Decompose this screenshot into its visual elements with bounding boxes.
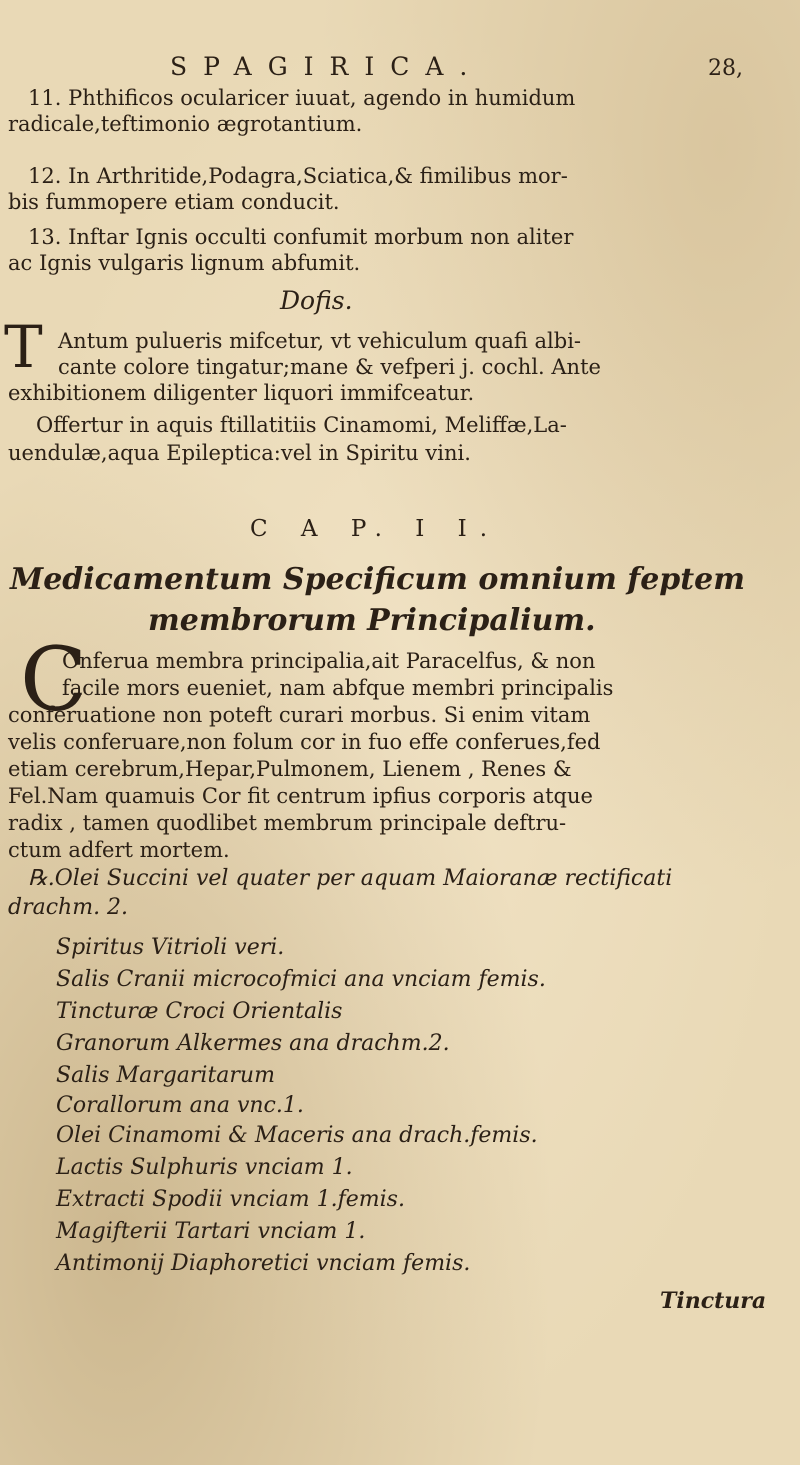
- recipe-line-10: Lactis Sulphuris vnciam 1.: [56, 1155, 353, 1180]
- dosis-line-5: uendulæ,aqua Epileptica:vel in Spiritu vini.: [8, 441, 471, 465]
- body-line-2: facile mors eueniet, nam abfque membri principalis: [62, 676, 614, 700]
- body-line-6: Fel.Nam quamuis Cor fit centrum ipfius corporis atque: [8, 784, 593, 808]
- recipe-line-8: Corallorum ana vnc.1.: [56, 1093, 304, 1118]
- body-line-5: etiam cerebrum,Hepar,Pulmonem, Lienem , Renes &: [8, 757, 572, 781]
- item-13-line-1: 13. Inftar Ignis occulti confumit morbum non aliter: [28, 225, 574, 249]
- dosis-heading: Dofis.: [280, 286, 353, 315]
- recipe-line-11: Extracti Spodii vnciam 1.femis.: [56, 1187, 405, 1212]
- recipe-line-3: Spiritus Vitrioli veri.: [56, 935, 285, 960]
- drop-cap-c: C: [20, 628, 88, 731]
- recipe-line-6: Granorum Alkermes ana drachm.2.: [56, 1031, 450, 1056]
- body-line-1: Onferua membra principalia,ait Paracelfus, & non: [62, 649, 596, 673]
- recipe-line-7: Salis Margaritarum: [56, 1063, 275, 1088]
- running-head-title: SPAGIRICA.: [170, 52, 484, 81]
- recipe-line-9: Olei Cinamomi & Maceris ana drach.femis.: [56, 1123, 538, 1148]
- item-12-line-2: bis fummopere etiam conducit.: [8, 190, 340, 214]
- dosis-line-4: Offertur in aquis ftillatitiis Cinamomi, Meliffæ,La-: [36, 413, 567, 437]
- chapter-title-line-2: membrorum Principalium.: [148, 603, 596, 638]
- chapter-title-line-1: Medicamentum Specificum omnium feptem: [10, 562, 745, 597]
- drop-cap-t: T: [4, 313, 43, 381]
- catchword: Tinctura: [660, 1288, 767, 1314]
- recipe-line-2: drachm. 2.: [8, 895, 129, 920]
- dosis-line-1: Antum pulueris mifcetur, vt vehiculum quafi albi-: [58, 329, 582, 353]
- item-11-line-1: 11. Phthificos ocularicer iuuat, agendo in humidum: [28, 86, 576, 110]
- dosis-line-2: cante colore tingatur;mane & vefperi j. cochl. Ante: [58, 355, 601, 379]
- recipe-line-12: Magifterii Tartari vnciam 1.: [56, 1219, 366, 1244]
- item-12-line-1: 12. In Arthritide,Podagra,Sciatica,& fimilibus mor-: [28, 164, 568, 188]
- recipe-line-5: Tincturæ Croci Orientalis: [56, 999, 343, 1024]
- page-number: 28,: [708, 56, 743, 81]
- body-line-7: radix , tamen quodlibet membrum principale deftru-: [8, 811, 567, 835]
- body-line-3: conferuatione non poteft curari morbus. Si enim vitam: [8, 703, 591, 727]
- item-13-line-2: ac Ignis vulgaris lignum abfumit.: [8, 251, 361, 275]
- recipe-line-1: ℞.Olei Succini vel quater per aquam Maioranæ rectificati: [28, 866, 673, 891]
- recipe-line-13: Antimonij Diaphoretici vnciam femis.: [56, 1251, 471, 1276]
- body-line-8: ctum adfert mortem.: [8, 838, 230, 862]
- item-11-line-2: radicale,teftimonio ægrotantium.: [8, 112, 363, 136]
- chapter-label: C A P. I I.: [250, 516, 501, 542]
- body-line-4: velis conferuare,non folum cor in fuo effe conferues,fed: [8, 730, 601, 754]
- recipe-line-4: Salis Cranii microcofmici ana vnciam femis.: [56, 967, 546, 992]
- dosis-line-3: exhibitionem diligenter liquori immifceatur.: [8, 381, 475, 405]
